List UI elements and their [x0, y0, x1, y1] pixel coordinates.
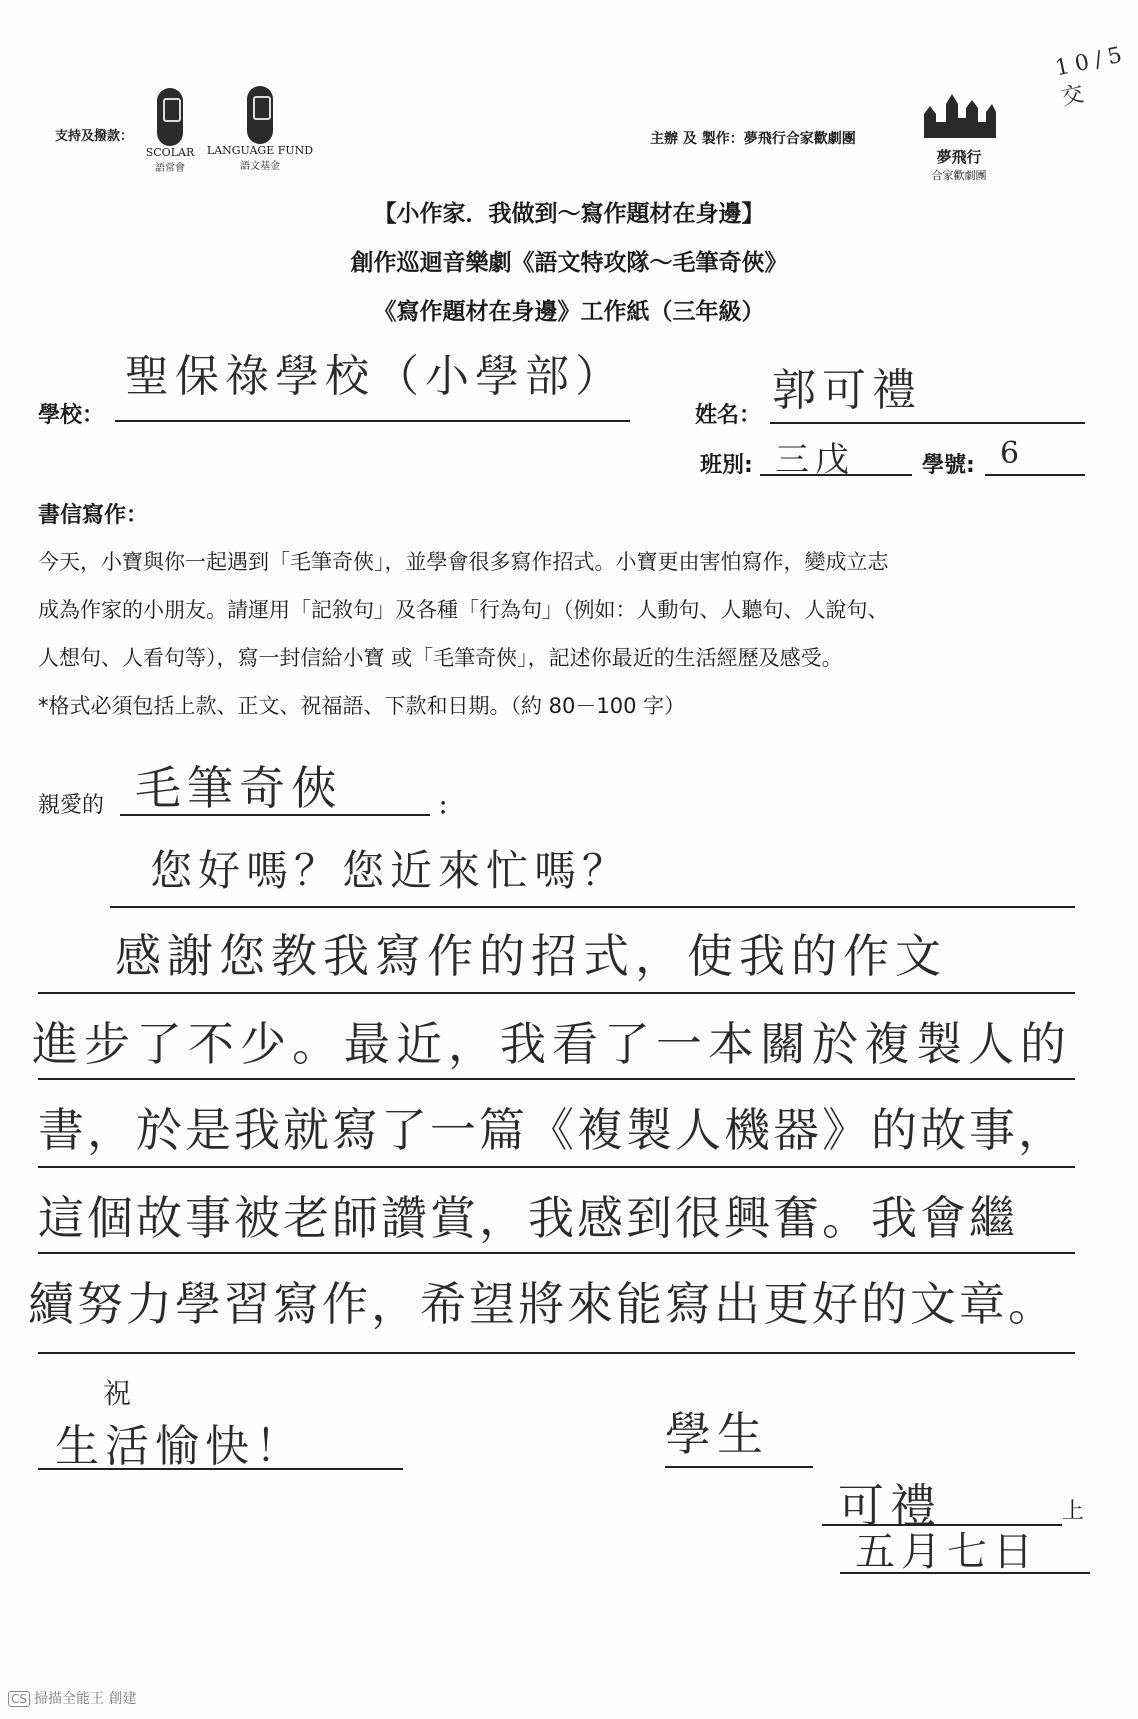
salutation-colon: ：	[438, 795, 461, 820]
letter-rule-2	[38, 992, 1075, 994]
letter-line-5: 這個故事被老師讚賞，我感到很興奮。我會繼	[38, 1191, 1018, 1245]
name-label: 姓名：	[695, 403, 762, 428]
letter-line-3: 進步了不少。最近，我看了一本關於複製人的	[32, 1017, 1072, 1071]
sponsor-label: 支持及撥款：	[55, 129, 134, 144]
heading-line-3: 《寫作題材在身邊》工作紙（三年級）	[373, 299, 765, 325]
letter-rule-6	[38, 1352, 1075, 1354]
teacher-mark: 10/5交	[1053, 41, 1131, 111]
blessing-underline	[38, 1468, 403, 1470]
organizer-logo-text: 夢飛行	[936, 148, 982, 166]
number-underline	[985, 474, 1085, 476]
school-underline	[115, 420, 630, 422]
task-title: 書信寫作：	[38, 503, 149, 528]
school-label: 學校：	[38, 403, 105, 428]
heading-line-1: 【小作家．我做到～寫作題材在身邊】	[373, 201, 765, 227]
organizer-logo-sub: 合家歡劇團	[931, 169, 987, 182]
letter-rule-5	[38, 1252, 1075, 1254]
letter-rule-4	[38, 1166, 1075, 1168]
letter-line-1: 您好嗎？您近來忙嗎？	[150, 846, 631, 895]
letter-line-2: 感謝您教我寫作的招式，使我的作文	[115, 929, 947, 983]
signoff-name: 可禮	[838, 1479, 942, 1533]
signoff-role: 學生	[665, 1407, 769, 1461]
language-fund-caption: LANGUAGE FUND	[206, 144, 314, 157]
number-value: 6	[1000, 436, 1026, 471]
language-fund-logo	[205, 86, 315, 172]
organizer-logo	[918, 88, 1000, 182]
signoff-suffix: 上	[1062, 1499, 1085, 1524]
date-underline	[840, 1572, 1090, 1574]
language-fund-emblem-icon	[247, 86, 273, 144]
scolar-caption: SCOLAR	[145, 146, 195, 159]
scolar-logo	[140, 88, 200, 174]
letter-rule-1	[110, 906, 1075, 908]
name-value: 郭可禮	[772, 365, 922, 416]
class-label: 班別:	[700, 453, 753, 478]
number-label: 學號:	[922, 453, 975, 478]
heading-line-2: 創作巡迴音樂劇《語文特攻隊～毛筆奇俠》	[350, 250, 788, 276]
scolar-emblem-icon	[157, 88, 183, 146]
salutation-label: 親愛的	[38, 793, 105, 818]
task-line-3: 人想句、人看句等），寫一封信給小寶 或「毛筆奇俠」，記述你最近的生活經歷及感受。	[38, 646, 843, 670]
task-line-2: 成為作家的小朋友。請運用「記敘句」及各種「行為句」（例如：人動句、人聽句、人說句、	[38, 598, 889, 622]
blessing-small: 祝	[103, 1377, 138, 1410]
castle-icon	[918, 88, 1000, 142]
salutation-underline	[120, 814, 430, 816]
letter-line-6: 續努力學習寫作，希望將來能寫出更好的文章。	[28, 1277, 1057, 1331]
signoff-role-underline	[665, 1466, 813, 1468]
letter-date: 五月七日	[855, 1529, 1039, 1575]
class-underline	[760, 474, 912, 476]
school-value: 聖保祿學校（小學部）	[125, 351, 625, 402]
scolar-sub: 語常會	[155, 163, 185, 174]
scanner-watermark	[8, 1688, 136, 1708]
scanner-text: 掃描全能王 創建	[34, 1691, 137, 1707]
blessing: 生活愉快！	[55, 1421, 305, 1472]
task-line-4: *格式必須包括上款、正文、祝福語、下款和日期。（約 80－100 字）	[38, 694, 686, 718]
organizer-label: 主辦 及 製作：夢飛行合家歡劇團	[650, 131, 856, 147]
class-value: 三戊	[775, 440, 855, 480]
letter-line-4: 書，於是我就寫了一篇《複製人機器》的故事，	[38, 1103, 1067, 1157]
name-underline	[770, 422, 1085, 424]
letter-rule-3	[38, 1078, 1075, 1080]
language-fund-sub: 語文基金	[240, 161, 280, 172]
scanner-badge: CS	[8, 1691, 30, 1707]
salutation-value: 毛筆奇俠	[135, 761, 343, 815]
task-line-1: 今天，小寶與你一起遇到「毛筆奇俠」，並學會很多寫作招式。小寶更由害怕寫作，變成立志	[38, 550, 889, 574]
